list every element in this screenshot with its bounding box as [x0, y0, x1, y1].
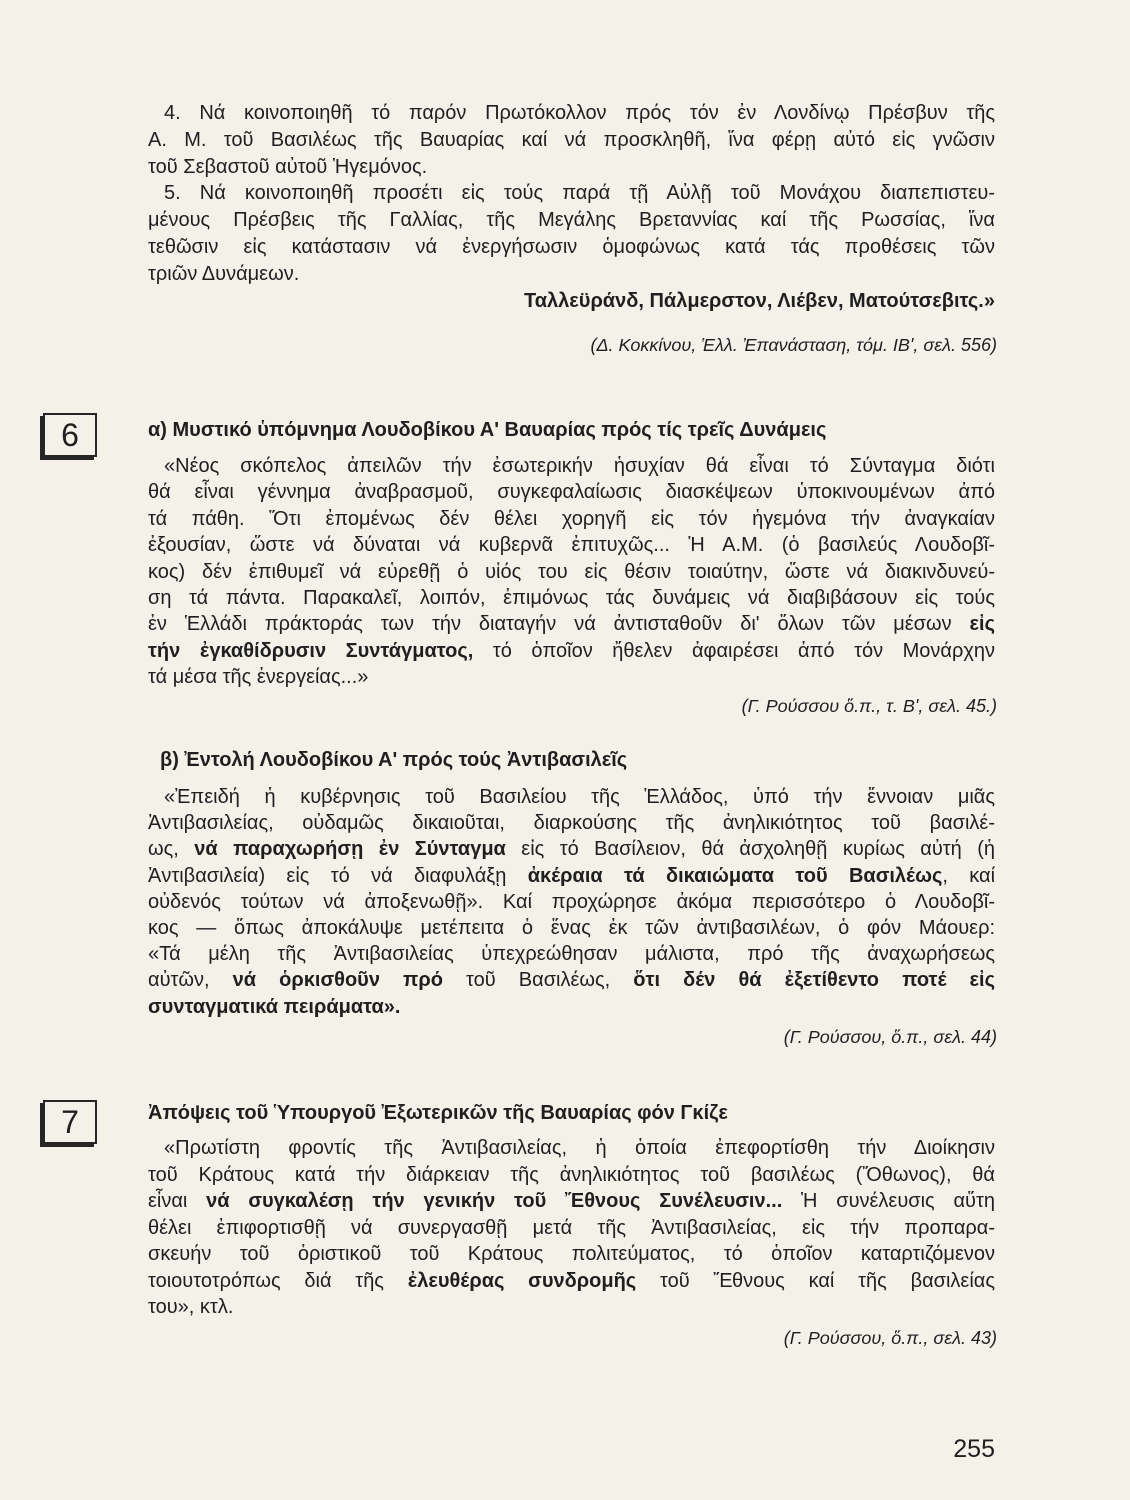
text-line: του», κτλ. [148, 1296, 234, 1318]
text-line: κος — ὅπως ἀποκάλυψε μετέπειτα ὁ ἕνας ἐκ τῶν ἀντιβασιλέων, ὁ φόν Μάουερ: [148, 917, 995, 940]
text-line: κος) δέν ἐπιθυμεῖ νά εὑρεθῇ ὁ υἱός του εἰς θέσιν τοιαύτην, ὥστε νά διακινδυνεύ- [148, 560, 995, 583]
text-segment: τοῦ Ἔθνους καί τῆς βασιλείας [636, 1269, 995, 1292]
bold-segment: νά παραχωρήσῃ ἐν Σύνταγμα [194, 838, 506, 861]
text-segment: Ἀντιβασιλεία) εἰς τό νά διαφυλάξῃ [148, 864, 528, 887]
text-segment: εἰς τό Βασίλειον, θά ἀσχοληθῇ κυρίως αὐτή (ἡ [505, 838, 996, 861]
text-line [148, 1268, 995, 1295]
bold-segment: εἰς [969, 613, 995, 636]
text-segment: ἐν Ἑλλάδι πράκτοράς των τήν διαταγήν νά ἀντισταθοῦν δι' ὅλων τῶν μέσων [148, 613, 970, 636]
protocol-paragraphs [148, 100, 995, 314]
text-line [148, 994, 995, 1020]
section-heading: Ἀπόψεις τοῦ Ὑπουργοῦ Ἐξωτερικῶν τῆς Βαυαρίας φόν Γκίζε [148, 1102, 728, 1124]
bold-segment: ἐλευθέρας συνδρομῆς [407, 1269, 637, 1292]
text-line: τά πάθη. Ὅτι ἐπομένως δέν θέλει χορηγῆ εἰς τόν ἡγεμόνα τήν ἀναγκαίαν [148, 507, 995, 530]
section-heading: α) Μυστικό ὑπόμνημα Λουδοβίκου Α' Βαυαρίας πρός τίς τρεῖς Δυνάμεις [148, 419, 827, 441]
text-line: «Νέος σκόπελος ἀπειλῶν τήν ἐσωτερικήν ἡσυχίαν θά εἶναι τό Σύνταγμα διότι [164, 455, 995, 477]
text-line: τά μέσα τῆς ἐνεργείας...» [148, 666, 369, 689]
text-line [148, 967, 995, 993]
text-line: μένους Πρέσβεις τῆς Γαλλίας, τῆς Μεγάλης Βρεταννίας καί τῆς Ρωσσίας, ἵνα [148, 209, 995, 232]
text-line: τεθῶσιν εἰς κατάστασιν νά ἐνεργήσωσιν ὁμοφώνως κατά τάς προθέσεις τῶν [148, 235, 995, 258]
text-segment: τό ὁποῖον ἤθελεν ἀφαιρέσει ἀπό τόν Μονάρχην [473, 639, 995, 662]
text-line [148, 1188, 995, 1215]
text-segment: τοιουτοτρόπως διά τῆς [148, 1269, 408, 1292]
text-segment: , καί [942, 864, 996, 887]
text-line: τοῦ Κράτους κατά τήν διάρκειαν τῆς ἀνηλικιότητος τοῦ βασιλέως (Ὄθωνος), θά [148, 1163, 995, 1186]
text-line: «Πρωτίστη φροντίς τῆς Ἀντιβασιλείας, ἡ ὁποία ἐπεφορτίσθη τήν Διοίκησιν [164, 1137, 995, 1159]
text-line: σκευήν τοῦ ὁριστικοῦ τοῦ Κράτους πολιτεύματος, τό ὁποῖον καταρτιζόμενον [148, 1243, 995, 1265]
text-line: θέλει ἐπιφορτισθῇ νά συνεργασθῇ μετά τῆς Ἀντιβασιλείας, εἰς τήν προπαρα- [148, 1216, 995, 1239]
text-line: τοῦ Σεβαστοῦ αὐτοῦ Ἡγεμόνος. [148, 155, 428, 178]
section-number-box [43, 413, 97, 457]
text-segment: ως, [148, 838, 195, 861]
text-segment: τοῦ Βασιλέως, [442, 969, 634, 992]
text-line: «Τά μέλη τῆς Ἀντιβασιλείας ὑπεχρεώθησαν μάλιστα, πρό τῆς ἀναχωρήσεως [148, 943, 995, 966]
text-line [148, 836, 995, 862]
bold-segment: νά ὁρκισθοῦν πρό [232, 969, 443, 992]
signatories: Ταλλεϋράνδ, Πάλμερστον, Λιέβεν, Ματούτσεβιτς.» [524, 289, 995, 312]
source-citation: (Δ. Κοκκίνου, Ἑλλ. Ἐπανάσταση, τόμ. ΙΒ', σελ. 556) [590, 335, 997, 355]
text-segment: εἶναι [148, 1190, 207, 1212]
page-number: 255 [953, 1435, 995, 1463]
text-line: ση τά πάντα. Παρακαλεῖ, λοιπόν, ἐπιμόνως τάς δυνάμεις νά διαβιβάσουν εἰς τούς [148, 587, 995, 610]
section-number-box [43, 1100, 97, 1144]
source-citation: (Γ. Ρούσσου, ὅ.π., σελ. 43) [783, 1328, 997, 1348]
text-line: Α. Μ. τοῦ Βασιλέως τῆς Βαυαρίας καί νά προσκληθῆ, ἵνα φέρῃ αὐτό εἰς γνῶσιν [148, 128, 995, 151]
text-line: Ἀντιβασιλείας, οὐδαμῶς δικαιοῦται, διαρκούσης τῆς ἀνηλικιότητος τοῦ βασιλέ- [148, 812, 995, 835]
text-line [148, 863, 995, 889]
quote-paragraph [148, 784, 995, 1020]
text-line [148, 638, 995, 664]
text-line: οὐδενός τούτων νά ἀποξενωθῇ». Καί προχώρησε ἀκόμα περισσότερο ὁ Λουδοβῖ- [148, 890, 995, 913]
text-line: θά εἶναι γέννημα ἀναβρασμοῦ, συγκεφαλαίωσις διασκέψεων ὑποκινουμένων ἀπό [148, 481, 995, 504]
text-segment: Ἡ συνέλευσις αὕτη [782, 1190, 995, 1212]
bold-segment: ἀκέραια τά δικαιώματα τοῦ Βασιλέως [527, 864, 943, 887]
quote-paragraph [148, 453, 995, 691]
text-line: 5. Νά κοινοποιηθῆ προσέτι εἰς τούς παρά τῇ Αὐλῇ τοῦ Μονάχου διαπεπιστευ- [164, 182, 995, 205]
text-line [148, 611, 995, 637]
section-number: 7 [61, 1104, 79, 1140]
text-line: «Ἐπειδή ἡ κυβέρνησις τοῦ Βασιλείου τῆς Ἑλλάδος, ὑπό τήν ἔννοιαν μιᾶς [164, 786, 995, 808]
bold-segment: ὅτι δέν θά ἐξετίθεντο ποτέ εἰς [633, 969, 996, 992]
source-citation: (Γ. Ρούσσου, ὅ.π., σελ. 44) [783, 1027, 997, 1047]
bold-segment: τήν ἐγκαθίδρυσιν Συντάγματος, [148, 639, 474, 662]
text-segment: αὐτῶν, [148, 969, 233, 992]
text-line: ἐξουσίαν, ὥστε νά δύναται νά κυβερνᾶ ἐπιτυχῶς... Ἡ Α.Μ. (ὁ βασιλεύς Λουδοβῖ- [148, 534, 995, 557]
text-line: τριῶν Δυνάμεων. [148, 262, 300, 285]
section-heading: β) Ἐντολή Λουδοβίκου Α' πρός τούς Ἀντιβασιλεῖς [160, 749, 628, 771]
quote-paragraph [148, 1135, 995, 1321]
section-number: 6 [61, 417, 79, 453]
bold-segment: νά συγκαλέσῃ τήν γενικήν τοῦ Ἔθνους Συνέλευσιν... [206, 1190, 783, 1212]
text-line: 4. Νά κοινοποιηθῆ τό παρόν Πρωτόκολλον πρός τόν ἐν Λονδίνῳ Πρέσβυν τῆς [164, 102, 995, 124]
bold-segment: συνταγματικά πειράματα». [148, 995, 401, 1018]
source-citation: (Γ. Ρούσσου ὅ.π., τ. Β', σελ. 45.) [741, 696, 997, 716]
